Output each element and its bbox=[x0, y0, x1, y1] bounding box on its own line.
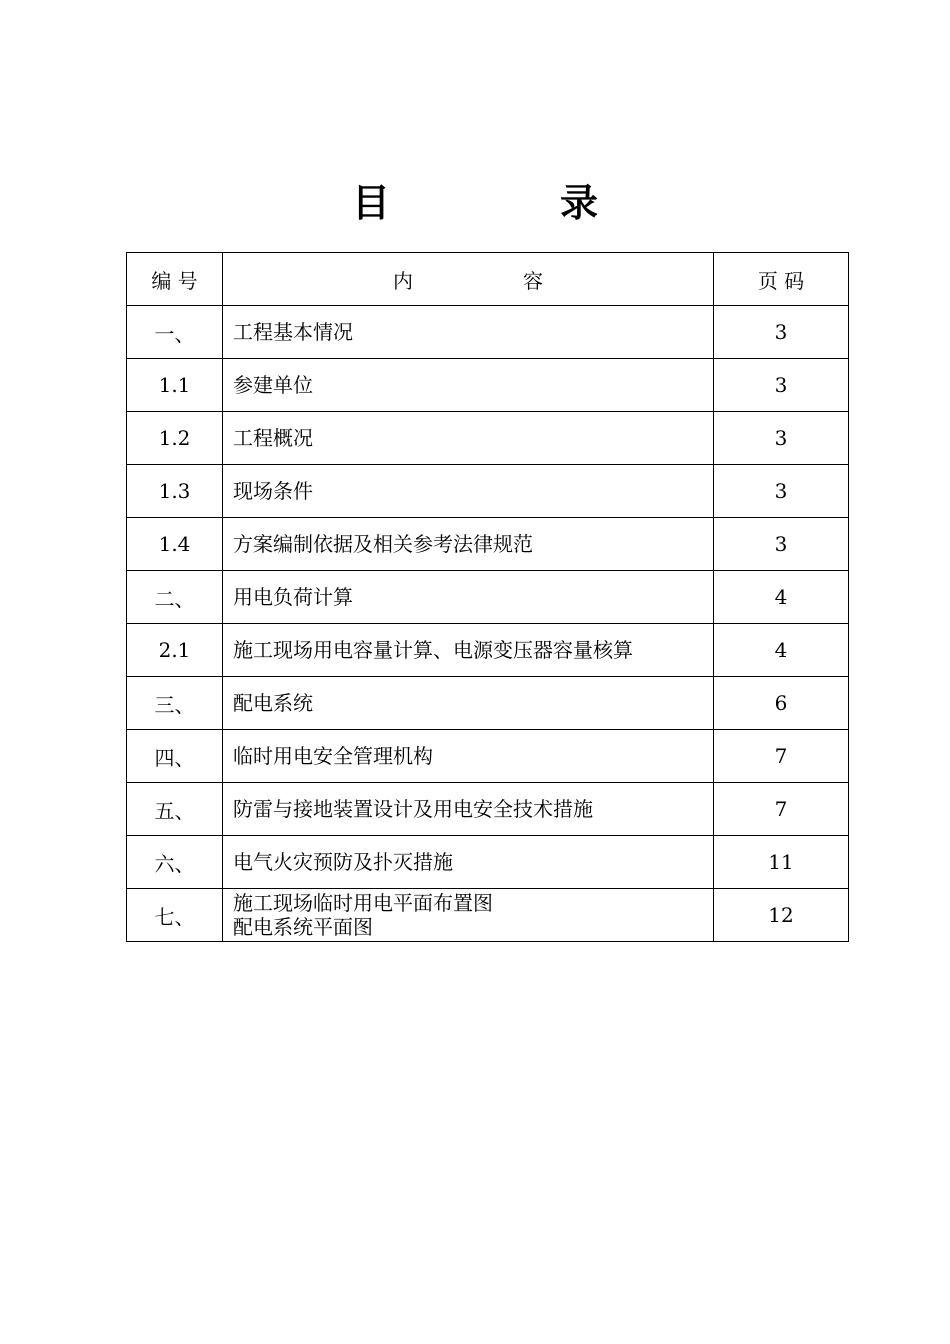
row-page: 3 bbox=[714, 412, 849, 465]
table-row bbox=[127, 571, 849, 624]
row-number: 1.3 bbox=[127, 465, 223, 518]
row-content: 参建单位 bbox=[223, 359, 714, 412]
table-row bbox=[127, 730, 849, 783]
row-number: 七、 bbox=[127, 889, 223, 942]
title-char-left: 目 bbox=[351, 180, 390, 225]
row-page: 12 bbox=[714, 889, 849, 942]
row-number: 三、 bbox=[127, 677, 223, 730]
row-content: 现场条件 bbox=[223, 465, 714, 518]
row-content: 工程概况 bbox=[223, 412, 714, 465]
header-number: 编 号 bbox=[127, 253, 223, 306]
table-row bbox=[127, 359, 849, 412]
table-row bbox=[127, 677, 849, 730]
table-header-row bbox=[127, 253, 849, 306]
row-number: 1.2 bbox=[127, 412, 223, 465]
table-row bbox=[127, 412, 849, 465]
row-page: 7 bbox=[714, 730, 849, 783]
row-content-line-2: 配电系统平面图 bbox=[233, 915, 373, 939]
table-row bbox=[127, 465, 849, 518]
row-page: 4 bbox=[714, 624, 849, 677]
row-page: 11 bbox=[714, 836, 849, 889]
row-content: 方案编制依据及相关参考法律规范 bbox=[223, 518, 714, 571]
table-row bbox=[127, 518, 849, 571]
row-number: 五、 bbox=[127, 783, 223, 836]
table-row bbox=[127, 306, 849, 359]
header-content-left: 内 bbox=[393, 268, 413, 293]
header-page: 页 码 bbox=[714, 253, 849, 306]
row-page: 3 bbox=[714, 465, 849, 518]
row-content: 电气火灾预防及扑灭措施 bbox=[223, 836, 714, 889]
row-page: 3 bbox=[714, 359, 849, 412]
row-content: 施工现场用电容量计算、电源变压器容量核算 bbox=[223, 624, 714, 677]
row-number: 四、 bbox=[127, 730, 223, 783]
row-content-line-1: 施工现场临时用电平面布置图 bbox=[233, 891, 493, 915]
table-of-contents bbox=[126, 252, 849, 942]
table-row bbox=[127, 836, 849, 889]
row-page: 3 bbox=[714, 306, 849, 359]
table-row bbox=[127, 889, 849, 942]
row-number: 二、 bbox=[127, 571, 223, 624]
row-content: 用电负荷计算 bbox=[223, 571, 714, 624]
table-row bbox=[127, 624, 849, 677]
row-number: 1.4 bbox=[127, 518, 223, 571]
row-page: 3 bbox=[714, 518, 849, 571]
header-content bbox=[223, 253, 714, 306]
row-content: 临时用电安全管理机构 bbox=[223, 730, 714, 783]
title-char-right: 录 bbox=[560, 180, 599, 225]
row-page: 7 bbox=[714, 783, 849, 836]
row-content: 防雷与接地装置设计及用电安全技术措施 bbox=[223, 783, 714, 836]
row-content bbox=[223, 889, 714, 942]
row-number: 六、 bbox=[127, 836, 223, 889]
row-page: 6 bbox=[714, 677, 849, 730]
row-content: 工程基本情况 bbox=[223, 306, 714, 359]
header-content-right: 容 bbox=[523, 268, 543, 293]
table-row bbox=[127, 783, 849, 836]
row-number: 2.1 bbox=[127, 624, 223, 677]
row-page: 4 bbox=[714, 571, 849, 624]
row-content: 配电系统 bbox=[223, 677, 714, 730]
row-number: 1.1 bbox=[127, 359, 223, 412]
row-number: 一、 bbox=[127, 306, 223, 359]
page-title bbox=[0, 178, 950, 228]
